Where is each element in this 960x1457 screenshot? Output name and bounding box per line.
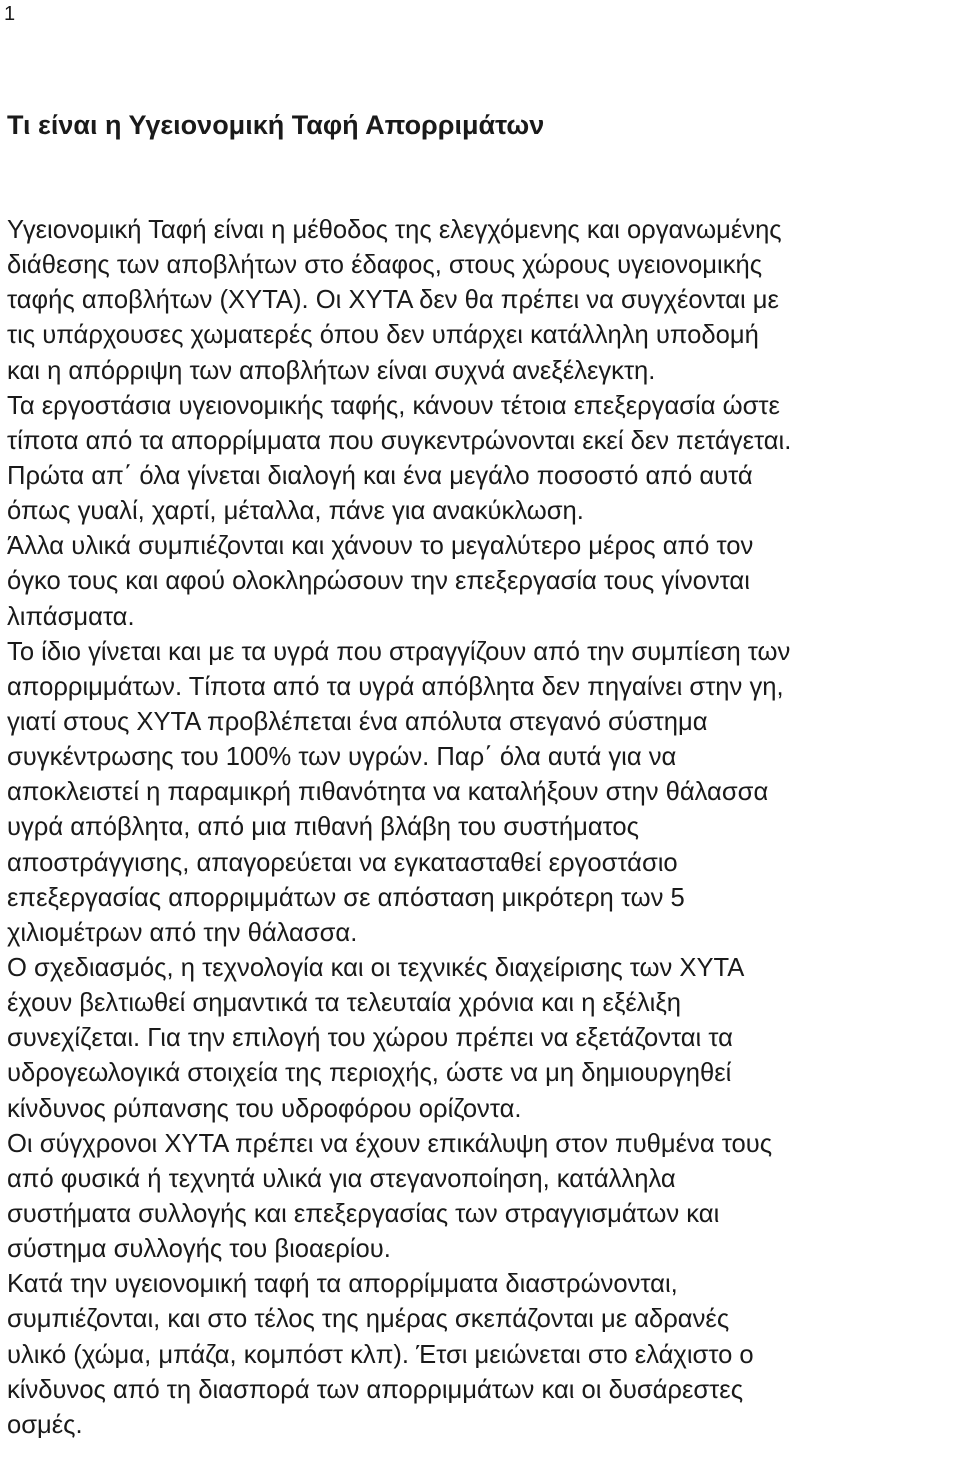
body-text-line: Οι σύγχρονοι ΧΥΤΑ πρέπει να έχουν επικάλυψη στον πυθμένα τους [7,1129,773,1158]
body-text-line: υδρογεωλογικά στοιχεία της περιοχής, ώστε να μη δημιουργηθεί [7,1059,732,1088]
body-text-line: από φυσικά ή τεχνητά υλικά για στεγανοποίηση, κατάλληλα [7,1164,676,1193]
page-number: 1 [4,3,16,25]
body-text-line: επεξεργασίας απορριμμάτων σε απόσταση μικρότερη των 5 [7,883,685,912]
document-title: Τι είναι η Υγειονομική Ταφή Απορριμάτων [7,110,545,140]
body-text-line: οσμές. [7,1410,83,1439]
body-text-line: χιλιομέτρων από την θάλασσα. [7,918,358,947]
body-text-line: υγρά απόβλητα, από μια πιθανή βλάβη του συστήματος [7,813,639,842]
body-text-line: Τα εργοστάσια υγειονομικής ταφής, κάνουν τέτοια επεξεργασία ώστε [7,391,780,420]
body-text-line: και η απόρριψη των αποβλήτων είναι συχνά ανεξέλεγκτη. [7,356,656,385]
body-text-line: συνεχίζεται. Για την επιλογή του χώρου πρέπει να εξετάζονται τα [7,1024,733,1053]
body-text-line: σύστημα συλλογής του βιοαερίου. [7,1235,391,1264]
body-text-line: όγκο τους και αφού ολοκληρώσουν την επεξεργασία τους γίνονται [7,567,750,596]
body-text-line: συστήματα συλλογής και επεξεργασίας των στραγγισμάτων και [7,1199,720,1228]
body-text-line: Κατά την υγειονομική ταφή τα απορρίμματα διαστρώνονται, [7,1270,678,1299]
body-text-line: Πρώτα απ΄ όλα γίνεται διαλογή και ένα μεγάλο ποσοστό από αυτά [7,461,753,490]
body-text-line: έχουν βελτιωθεί σημαντικά τα τελευταία χρόνια και η εξέλιξη [7,989,682,1018]
body-text-line: συμπιέζονται, και στο τέλος της ημέρας σκεπάζονται με αδρανές [7,1305,730,1334]
body-text-line: υλικό (χώμα, μπάζα, κομπόστ κλπ). Έτσι μειώνεται στο ελάχιστο ο [7,1340,754,1369]
body-text-line: αποστράγγισης, απαγορεύεται να εγκατασταθεί εργοστάσιο [7,848,678,877]
body-text-line: τις υπάρχουσες χωματερές όπου δεν υπάρχει κατάλληλη υποδομή [7,321,759,350]
body-text-line: συγκέντρωσης του 100% των υγρών. Παρ΄ όλα αυτά για να [7,743,677,772]
body-text-line: τίποτα από τα απορρίμματα που συγκεντρώνονται εκεί δεν πετάγεται. [7,426,792,455]
document-body [7,213,957,1443]
body-text-line: λιπάσματα. [7,602,135,631]
body-text-line: ταφής αποβλήτων (ΧΥΤΑ). Οι ΧΥΤΑ δεν θα πρέπει να συγχέονται με [7,286,779,315]
body-text-line: Άλλα υλικά συμπιέζονται και χάνουν το μεγαλύτερο μέρος από τον [7,532,754,561]
body-text-line: Το ίδιο γίνεται και με τα υγρά που στραγγίζουν από την συμπίεση των [7,637,791,666]
body-text-line: απορριμμάτων. Τίποτα από τα υγρά απόβλητα δεν πηγαίνει στην γη, [7,672,784,701]
body-text-line: διάθεσης των αποβλήτων στο έδαφος, στους χώρους υγειονομικής [7,251,763,280]
body-text-line: γιατί στους ΧΥΤΑ προβλέπεται ένα απόλυτα στεγανό σύστημα [7,707,708,736]
body-text-line: κίνδυνος από τη διασπορά των απορριμμάτων και οι δυσάρεστες [7,1375,744,1404]
body-text-line: Υγειονομική Ταφή είναι η μέθοδος της ελεγχόμενης και οργανωμένης [7,216,782,244]
body-text-line: Ο σχεδιασμός, η τεχνολογία και οι τεχνικές διαχείρισης των ΧΥΤΑ [7,953,745,982]
body-text-line: αποκλειστεί η παραμικρή πιθανότητα να καταλήξουν στην θάλασσα [7,778,769,807]
body-text-line: κίνδυνος ρύπανσης του υδροφόρου ορίζοντα. [7,1094,522,1123]
body-text-line: όπως γυαλί, χαρτί, μέταλλα, πάνε για ανακύκλωση. [7,497,584,526]
